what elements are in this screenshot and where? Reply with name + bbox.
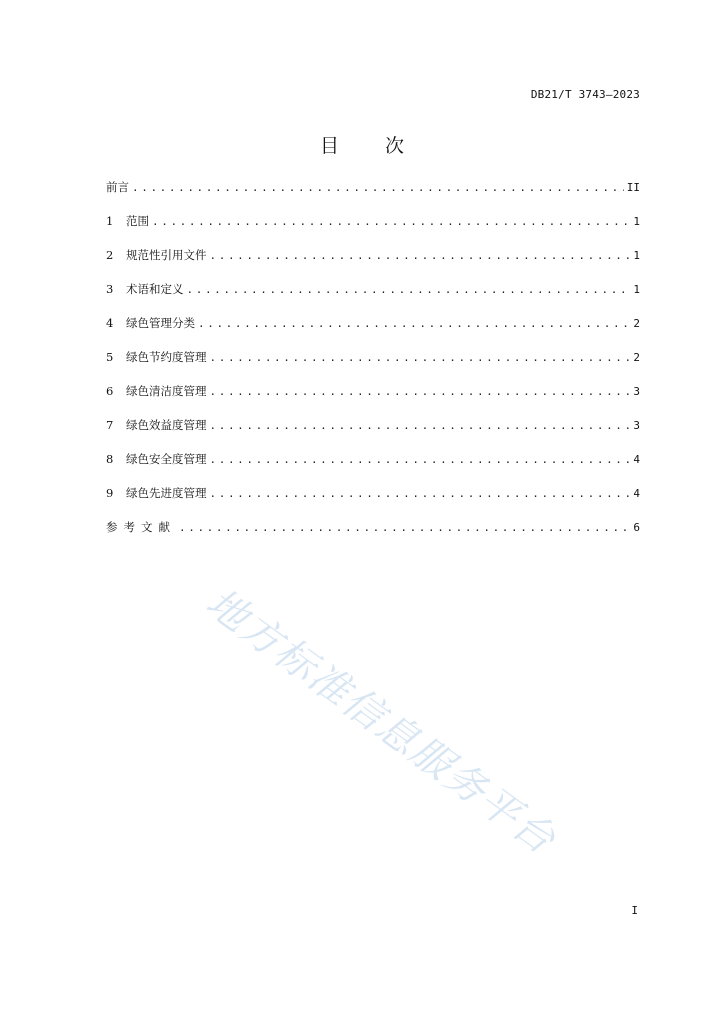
toc-entry-page: 2 — [633, 317, 640, 330]
toc-entry-title: 规范性引用文件 — [126, 248, 207, 262]
toc-entry-number: 6 — [106, 384, 114, 398]
toc-entry-number: 9 — [106, 486, 114, 500]
toc-entry-safety[interactable] — [106, 450, 640, 484]
toc-title: 目 次 — [319, 135, 425, 157]
document-code: DB21/T 3743—2023 — [530, 88, 640, 101]
toc-entry-page: 2 — [633, 351, 640, 364]
toc-entry-number: 3 — [106, 282, 114, 296]
toc-leader-dots — [152, 213, 630, 231]
toc-entry-number: 2 — [106, 248, 114, 262]
toc-entry-page: 6 — [633, 521, 640, 534]
toc-entry-page: 4 — [633, 487, 640, 500]
toc-entry-title: 绿色先进度管理 — [126, 486, 207, 500]
toc-entry-number: 1 — [106, 214, 114, 228]
page-number: I — [631, 904, 638, 917]
toc-entry-page: II — [626, 181, 640, 194]
toc-leader-dots — [187, 281, 631, 299]
toc-entry-number: 7 — [106, 418, 114, 432]
toc-entry-title: 范围 — [126, 214, 149, 228]
toc-entry-page: 1 — [633, 249, 640, 262]
toc-entry-page: 3 — [633, 385, 640, 398]
toc-entry-title: 绿色效益度管理 — [126, 418, 207, 432]
toc-entry-bibliography[interactable] — [106, 518, 640, 552]
toc-entry-benefit[interactable] — [106, 416, 640, 450]
table-of-contents — [106, 178, 640, 552]
watermark: 地方标准信息服务平台 — [197, 579, 565, 864]
toc-entry-terms-definitions[interactable] — [106, 280, 640, 314]
toc-entry-page: 4 — [633, 453, 640, 466]
toc-entry-title: 绿色管理分类 — [126, 316, 195, 330]
toc-leader-dots — [210, 349, 631, 367]
toc-leader-dots — [132, 179, 624, 197]
toc-entry-number: 8 — [106, 452, 114, 466]
toc-entry-saving[interactable] — [106, 348, 640, 382]
toc-leader-dots — [210, 485, 631, 503]
toc-entry-title: 术语和定义 — [126, 282, 184, 296]
toc-leader-dots — [210, 417, 631, 435]
toc-leader-dots — [179, 519, 630, 537]
toc-entry-title: 前言 — [106, 180, 129, 194]
toc-entry-page: 1 — [633, 283, 640, 296]
toc-entry-title: 绿色清洁度管理 — [126, 384, 207, 398]
toc-leader-dots — [210, 247, 631, 265]
toc-entry-normative-references[interactable] — [106, 246, 640, 280]
toc-entry-advancement[interactable] — [106, 484, 640, 518]
toc-leader-dots — [198, 315, 630, 333]
toc-entry-title: 绿色节约度管理 — [126, 350, 207, 364]
toc-entry-page: 1 — [633, 215, 640, 228]
toc-entry-number: 4 — [106, 316, 114, 330]
toc-entry-foreword[interactable] — [106, 178, 640, 212]
toc-leader-dots — [210, 451, 631, 469]
toc-entry-title: 参考文献 — [106, 520, 176, 534]
toc-leader-dots — [210, 383, 631, 401]
toc-entry-number: 5 — [106, 350, 114, 364]
toc-entry-page: 3 — [633, 419, 640, 432]
toc-entry-scope[interactable] — [106, 212, 640, 246]
toc-entry-title: 绿色安全度管理 — [126, 452, 207, 466]
toc-entry-cleanliness[interactable] — [106, 382, 640, 416]
toc-entry-classification[interactable] — [106, 314, 640, 348]
